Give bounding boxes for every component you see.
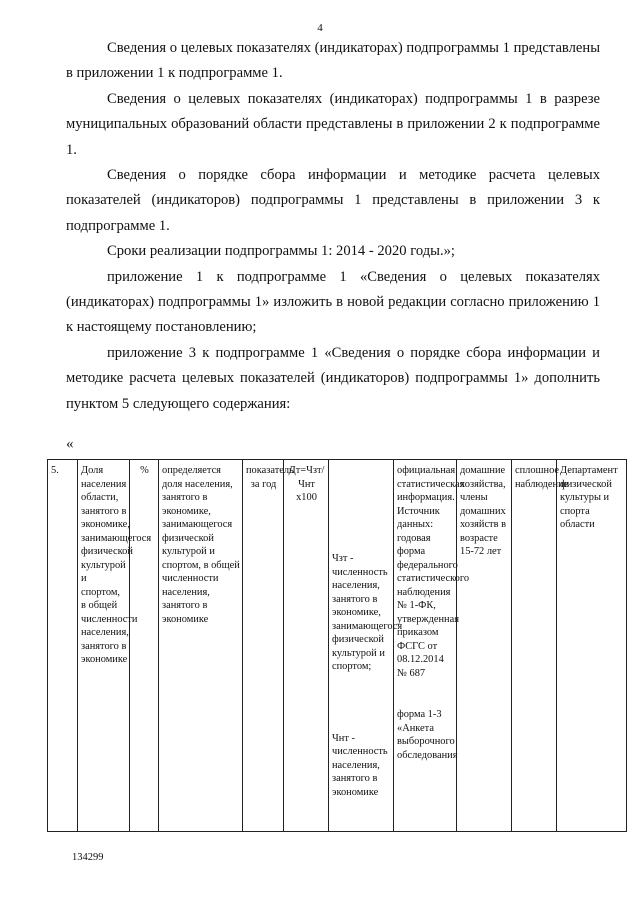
data-source-spacer	[397, 680, 454, 708]
variable-chnt: Чнт - численность населения, занятого в экономике	[332, 732, 388, 798]
definition-cell: определяется доля населения, занятого в экономике, занимающегося физической культурой и спортом, в общей численности населения, занятого в экономике	[159, 460, 243, 832]
indicator-name-cell: Доля населения области, занятого в экономике, занимающегося физической культурой и спортом, в общей численности населения, занятого в экономике	[78, 460, 130, 832]
formula-cell: Дт=Чзт/Чнт x100	[284, 460, 329, 832]
variables-spacer-mid	[332, 674, 391, 732]
collection-method-cell: сплошное наблюдение	[512, 460, 557, 832]
paragraph-6: приложение 3 к подпрограмме 1 «Сведения о порядке сбора информации и методике расчета целевых показателей (индикаторов) подпрограммы 1» дополнить пунктом 5 следующего содержания:	[66, 344, 600, 412]
paragraph-1: Сведения о целевых показателях (индикаторах) подпрограммы 1 представлены в приложении 1 к подпрограмме 1.	[66, 40, 600, 82]
opening-quote: «	[66, 436, 74, 452]
responsible-cell: Департамент физической культуры и спорта области	[557, 460, 627, 832]
paragraph-4: Сроки реализации подпрограммы 1: 2014 - 2020 годы.»;	[107, 243, 455, 260]
population-cell: домашние хозяйства, члены домашних хозяйств в возрасте 15-72 лет	[457, 460, 512, 832]
page-number: 4	[317, 22, 323, 34]
variables-cell	[329, 460, 403, 832]
variables-spacer-top	[332, 464, 391, 552]
body-text	[66, 36, 600, 417]
data-source-1: официальная статистическая информация. Источник данных: годовая форма федерального статистического наблюдения № 1-ФК, утвержденная приказом ФСГС от 08.12.2014 № 687	[397, 465, 470, 679]
indicator-table	[47, 459, 627, 832]
time-characteristic-cell: показатель за год	[243, 460, 284, 832]
data-source-cell	[394, 460, 470, 832]
data-source-2: форма 1-3 «Анкета выборочного обследования	[397, 709, 458, 761]
paragraph-5: приложение 1 к подпрограмме 1 «Сведения о целевых показателях (индикаторах) подпрограммы 1» изложить в новой редакции согласно приложению 1 к настоящему постановлению;	[66, 268, 600, 336]
row-number-cell: 5.	[48, 460, 78, 832]
paragraph-2: Сведения о целевых показателях (индикаторах) подпрограммы 1 в разрезе муниципальных образований области представлены в приложении 2 к подпрограмме 1.	[66, 90, 600, 158]
paragraph-3: Сведения о порядке сбора информации и методике расчета целевых показателей (индикаторов) подпрограммы 1 представлены в приложении 3 к подпрограмме 1.	[66, 167, 600, 234]
table-row	[48, 460, 627, 832]
document-code: 134299	[72, 852, 104, 863]
variable-chzt: Чзт - численность населения, занятого в экономике, занимающегося физической культурой и спортом;	[332, 553, 403, 672]
unit-cell: %	[130, 460, 159, 832]
